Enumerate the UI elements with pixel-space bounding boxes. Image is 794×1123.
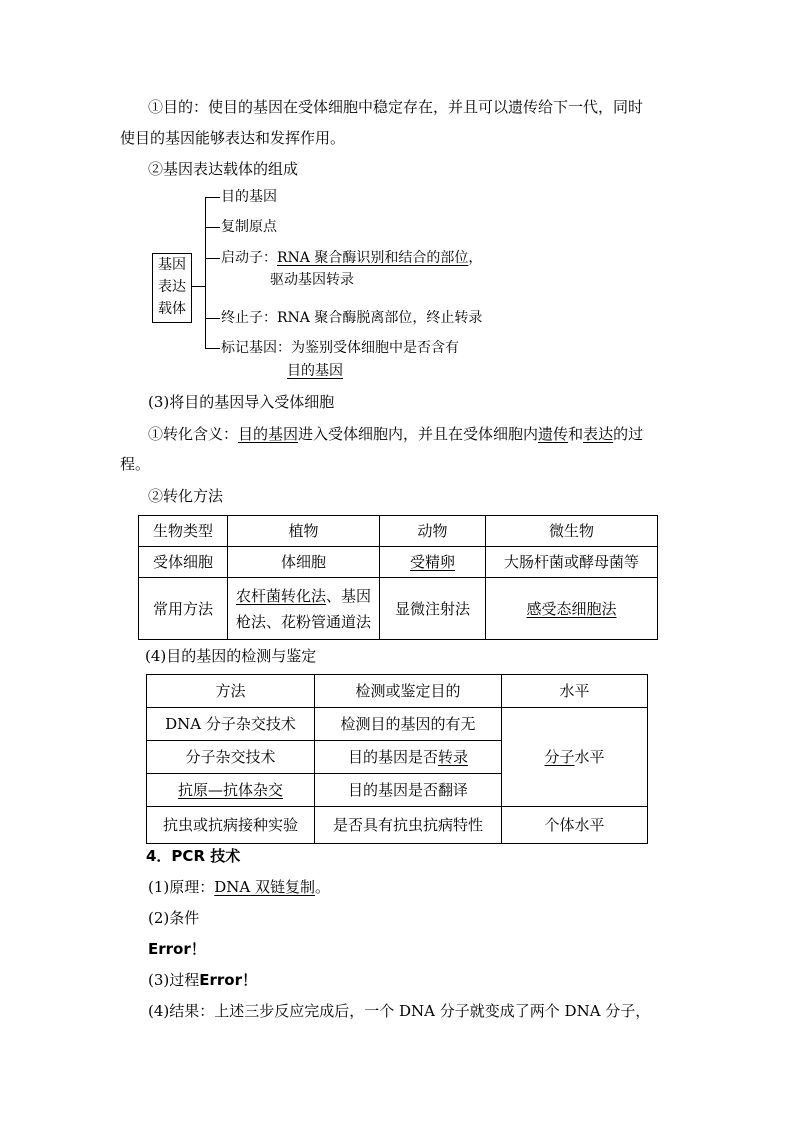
section4-title: (4)目的基因的检测与鉴定: [145, 647, 317, 665]
terminator-label: 终止子：: [221, 310, 277, 326]
cell-microbe-method: 感受态细胞法: [486, 578, 658, 640]
purpose-transcription: 转录: [438, 748, 469, 766]
plant-method-agro: 农杆菌转化法: [235, 586, 326, 605]
def-and: 和: [568, 425, 584, 443]
tree-item-marker-line2: 目的基因: [287, 363, 343, 379]
cell-level: 个体水平: [502, 807, 648, 844]
def-mid: 进入受体细胞内，并且在受体细胞内: [298, 425, 539, 443]
principle-pre: (1)原理：: [148, 878, 215, 896]
purpose-line-1: ①目的：使目的基因在受体细胞中稳定存在，并且可以遗传给下一代，同时: [148, 98, 644, 116]
tree-branch-5: [205, 348, 220, 349]
process-error: Error！: [199, 971, 257, 989]
section3-title: (3)将目的基因导入受体细胞: [148, 393, 335, 411]
cell-plant-method: [228, 578, 380, 640]
pcr-conditions: (2)条件: [148, 909, 200, 927]
def-target-gene: 目的基因: [238, 425, 299, 443]
principle-u: DNA 双链复制: [214, 878, 316, 896]
header-level: 水平: [502, 675, 648, 708]
table-row: [139, 578, 658, 640]
terminator-desc: RNA 聚合酶脱离部位，终止转录: [277, 310, 483, 326]
plant-method-line2: 枪法、花粉管通道法: [235, 612, 371, 631]
purpose-line-2: 使目的基因能够表达和发挥作用。: [120, 129, 346, 147]
transformation-definition-line2: 程。: [120, 455, 151, 473]
composition-title: ②基因表达载体的组成: [148, 160, 299, 178]
cell-animal-recipient: 受精卵: [380, 547, 486, 578]
tree-connector: [191, 286, 206, 287]
tree-root-line-2: 表达: [158, 279, 186, 295]
cell-method: 抗原—抗体杂交: [147, 774, 315, 807]
transformation-methods-table: [138, 515, 658, 640]
def-pre: ①转化含义：: [148, 425, 239, 443]
tree-branch-2: [205, 227, 220, 228]
header-microbe: 微生物: [486, 516, 658, 547]
tree-item-promoter: [221, 248, 482, 268]
pcr-title: 4．PCR 技术: [146, 847, 241, 865]
cell-purpose: 检测目的基因的有无: [315, 708, 502, 741]
tree-item-target-gene: 目的基因: [221, 189, 277, 205]
table-row: [139, 516, 658, 547]
pcr-process: [148, 970, 257, 990]
table-row: [139, 547, 658, 578]
promoter-label: 启动子：: [221, 250, 277, 266]
cell-method: DNA 分子杂交技术: [147, 708, 315, 741]
tree-branch-3: [205, 258, 220, 259]
tree-trunk: [205, 197, 206, 349]
def-heredity: 遗传: [538, 425, 569, 443]
pcr-principle: [148, 877, 330, 897]
tree-branch-4: [205, 318, 220, 319]
cell-method: 分子杂交技术: [147, 741, 315, 774]
header-animal: 动物: [380, 516, 486, 547]
methods-title: ②转化方法: [148, 487, 224, 505]
promoter-end: ，: [468, 250, 483, 266]
table-row: [147, 675, 648, 708]
cell-recipient-label: 受体细胞: [139, 547, 228, 578]
header-purpose: 检测或鉴定目的: [315, 675, 502, 708]
table-row: [147, 807, 648, 844]
header-method: 方法: [147, 675, 315, 708]
table-row: [147, 708, 648, 741]
cell-microbe-recipient: 大肠杆菌或酵母菌等: [486, 547, 658, 578]
tree-root-line-3: 载体: [158, 301, 186, 317]
detection-table: [146, 674, 648, 844]
marker-label: 标记基因：: [221, 340, 291, 356]
pcr-result: (4)结果：上述三步反应完成后，一个 DNA 分子就变成了两个 DNA 分子，: [148, 1002, 651, 1020]
cell-method: 抗虫或抗病接种实验: [147, 807, 315, 844]
tree-root-line-1: 基因: [158, 257, 186, 273]
cell-purpose: 目的基因是否翻译: [315, 774, 502, 807]
pcr-error-1: Error！: [148, 940, 206, 958]
def-post: 的过: [613, 425, 644, 443]
header-plant: 植物: [228, 516, 380, 547]
molecular-u: 分子: [544, 748, 575, 766]
cell-purpose: 是否具有抗虫抗病特性: [315, 807, 502, 844]
tree-item-terminator: [221, 308, 482, 328]
marker-desc: 为鉴别受体细胞中是否含有: [291, 340, 459, 356]
def-expression: 表达: [583, 425, 614, 443]
plant-method-mid: 、基因: [326, 586, 372, 605]
process-pre: (3)过程: [148, 971, 200, 989]
cell-purpose: [315, 741, 502, 774]
purpose-pre: 目的基因是否: [347, 748, 438, 766]
cell-plant-recipient: 体细胞: [228, 547, 380, 578]
promoter-desc: RNA 聚合酶识别和结合的部位: [277, 250, 469, 266]
cell-animal-method: 显微注射法: [380, 578, 486, 640]
transformation-definition: [148, 424, 643, 444]
principle-post: 。: [315, 878, 331, 896]
tree-item-marker: [221, 338, 459, 358]
tree-item-origin: 复制原点: [221, 219, 277, 235]
molecular-post: 水平: [574, 748, 605, 766]
tree-item-promoter-line2: 驱动基因转录: [270, 272, 354, 288]
tree-root-box: [152, 253, 192, 323]
tree-branch-1: [205, 197, 220, 198]
header-organism-type: 生物类型: [139, 516, 228, 547]
cell-molecular-level: [502, 708, 648, 807]
cell-method-label: 常用方法: [139, 578, 228, 640]
